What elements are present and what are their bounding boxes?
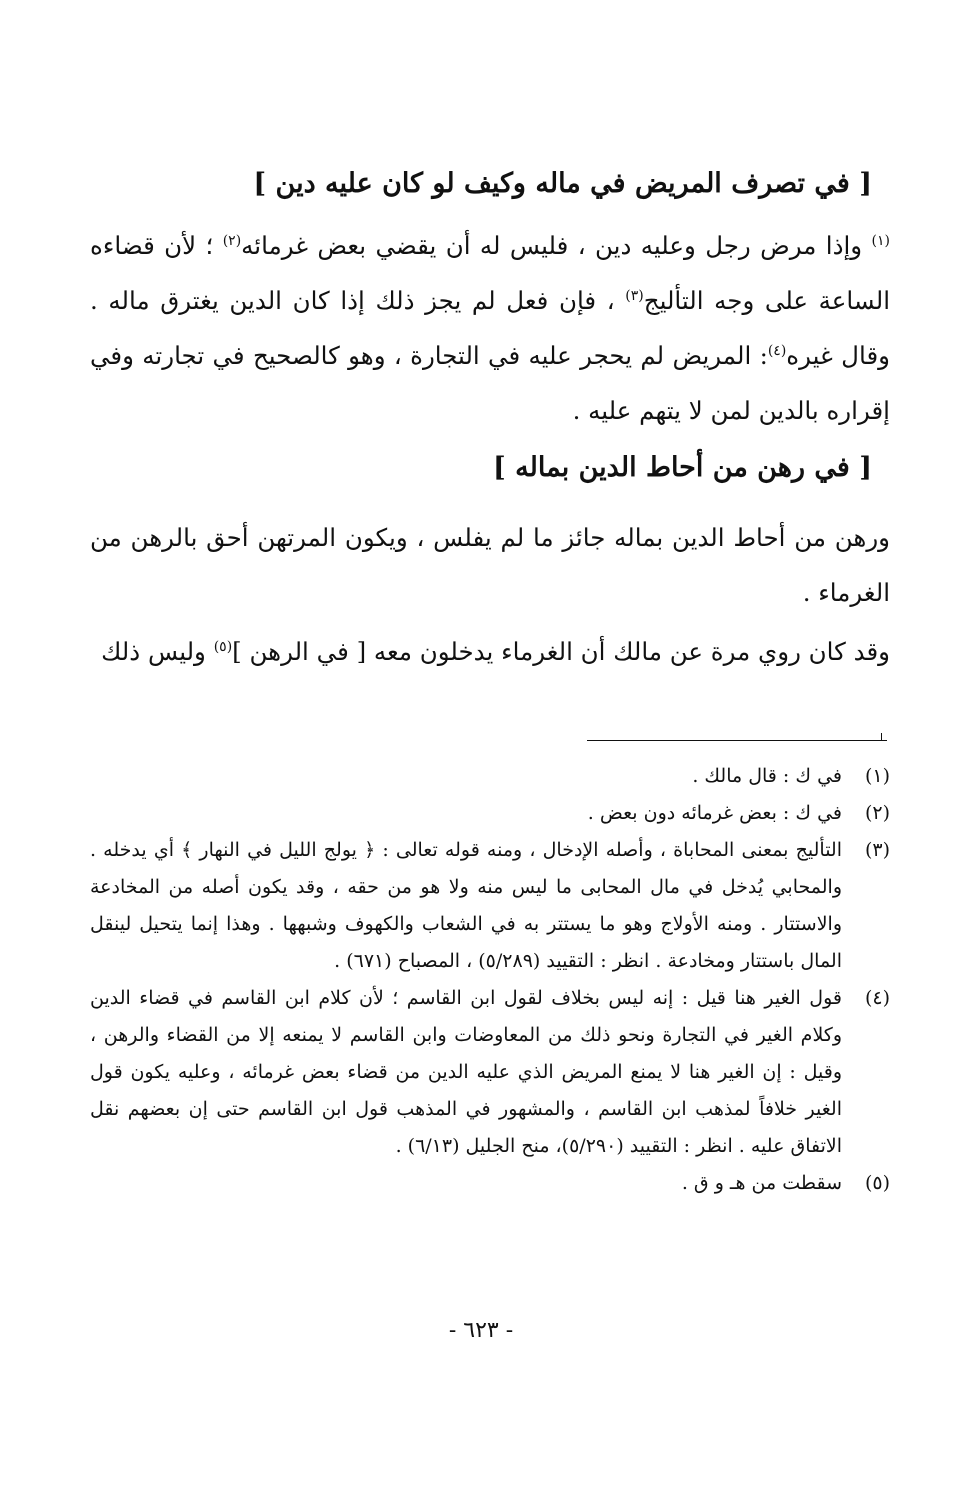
footnote-text: في ك : بعض غرمائه دون بعض . — [587, 802, 842, 824]
footnote-item — [90, 795, 890, 832]
paragraph-sick-debtor — [90, 218, 890, 438]
footnote-text: سقطت من هـ و ق . — [681, 1172, 842, 1194]
paragraph-text: وقد كان روي مرة عن مالك أن الغرماء يدخلون معه [ في الرهن ] — [232, 637, 890, 666]
footnote-ref-2[interactable]: (٢) — [222, 232, 242, 249]
footnote-item — [90, 832, 890, 980]
footnote-text: قول الغير هنا قيل : إنه ليس بخلاف لقول ابن القاسم ؛ لأن كلام ابن القاسم في قضاء الدين وكلام الغير في التجارة ونحو ذلك من المعاوضات وابن القاسم لا يمنعه إلا من القضاء والرهن ، وقيل : إن الغير هنا لا يمنع المريض الذي عليه الدين من قضاء بعض غرمائه ، وعليه يكون قول الغير خلافاً لمذهب ابن القاسم ، والمشهور في المذهب قول ابن القاسم حتى إن بعضهم نقل الاتفاق عليه . انظر : التقييد (٥/٢٩٠)، منح الجليل (٦/١٣) . — [90, 987, 842, 1157]
paragraph-text: وليس ذلك — [101, 637, 214, 666]
footnote-separator-tick — [881, 733, 882, 740]
footnote-ref-4[interactable]: (٤) — [767, 342, 787, 359]
footnote-number: (٢) — [864, 802, 890, 824]
footnote-number: (١) — [864, 765, 890, 787]
footnote-number: (٤) — [864, 987, 890, 1009]
footnote-number: (٥) — [864, 1172, 890, 1194]
footnote-ref-1[interactable]: (١) — [871, 232, 890, 249]
paragraph-malik-narration — [90, 624, 890, 679]
page-number: - ٦٢٣ - — [448, 1318, 514, 1343]
section-heading-pledge: [ في رهن من أحاط الدين بماله ] — [492, 452, 872, 483]
footnote-item — [90, 758, 890, 795]
footnotes — [90, 758, 890, 1202]
footnote-ref-3[interactable]: (٣) — [625, 287, 644, 304]
footnote-ref-5[interactable]: (٥) — [213, 638, 233, 655]
footnote-number: (٣) — [864, 839, 890, 861]
paragraph-text: ، فإن فعل لم يجز ذلك إذا كان الدين يغترق ماله . وقال غيره — [90, 286, 890, 370]
footnote-item — [90, 1165, 890, 1202]
section-heading-sick-person-property: [ في تصرف المريض في ماله وكيف لو كان عليه دين ] — [253, 168, 872, 199]
footnote-text: التأليج بمعنى المحاباة ، وأصله الإدخال ، ومنه قوله تعالى : ﴿ يولج الليل في النهار ﴾ أي يدخله . والمحابي يُدخل في مال المحابى ما ليس منه ولا هو من حقه ، وقد يكون أصله من المخادعة والاستتار . ومنه الأولاج وهو ما يستتر به في الشعاب والكهوف وشبهها . وهذا إنما يتحيل لينقل المال باستتار ومخادعة . انظر : التقييد (٥/٢٨٩) ، المصباح (٦٧١) . — [90, 839, 842, 972]
footnote-text: في ك : قال مالك . — [692, 765, 842, 787]
paragraph-pledge: ورهن من أحاط الدين بماله جائز ما لم يفلس ، ويكون المرتهن أحق بالرهن من الغرماء . — [90, 523, 890, 607]
footnote-item — [90, 980, 890, 1165]
paragraph-text: ؛ لأن قضاءه الساعة على وجه التأليج — [90, 231, 891, 315]
footnote-separator — [587, 740, 887, 741]
paragraph-text: : المريض لم يحجر عليه في التجارة ، وهو كالصحيح في تجارته وفي إقراره بالدين لمن لا يتهم عليه . — [90, 341, 890, 425]
paragraph-text: وإذا مرض رجل وعليه دين ، فليس له أن يقضي بعض غرمائه — [241, 231, 872, 260]
